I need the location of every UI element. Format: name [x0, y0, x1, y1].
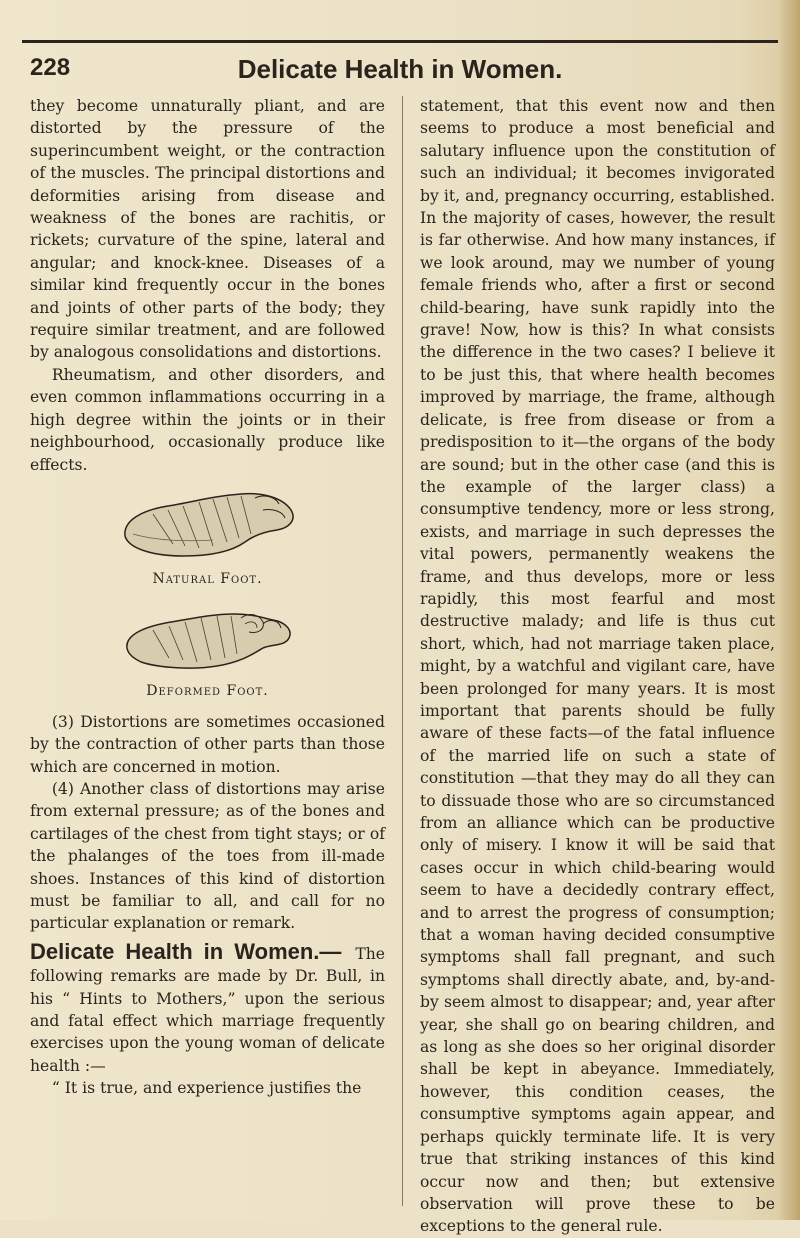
page-edge-shadow	[778, 0, 800, 1220]
paragraph-external-pressure: (4) Another class of distortions may arise from external pressure; as of the bones and cartilages of the chest from tight stays; or of the phalanges of the toes from ill-made shoes. Instances of this kind of distortion must be familiar to all, and call for no particular explanation or remark.	[30, 779, 385, 933]
page-header	[22, 50, 778, 86]
figure-caption-natural: Natural Foot.	[152, 570, 263, 587]
page-number: 228	[30, 54, 71, 81]
figure-natural-foot	[30, 484, 385, 590]
paragraph-contraction: (3) Distortions are sometimes occasioned by the contraction of other parts than those which are concerned in motion.	[30, 712, 385, 776]
right-column	[420, 95, 775, 1238]
running-title: Delicate Health in Women.	[237, 54, 563, 84]
quote-start: “ It is true, and experience justifies the	[51, 1079, 362, 1098]
natural-foot-illustration	[113, 484, 303, 566]
section-delicate-health	[30, 938, 385, 1077]
header-rule	[22, 40, 778, 43]
section-body: The following remarks are made by Dr. Bull, in his “ Hints to Mothers,” upon the serious and fatal effect which marriage frequently exercises upon the young woman of delicate health :—	[30, 944, 385, 1075]
left-column	[30, 95, 385, 1100]
paragraph-rheumatism: Rheumatism, and other disorders, and even common inflammations occurring in a high degree within the joints or in their neighbourhood, occasionally produce like effects.	[30, 365, 385, 474]
deformed-foot-illustration	[113, 598, 303, 678]
column-divider	[402, 96, 403, 1206]
paragraph-distortions: they become unnaturally pliant, and are distorted by the pressure of the superincumbent weight, or the contraction of the muscles. The principal distortions and deformities arising from disease and weakness of the bones are rachitis, or rickets; curvature of the spine, lateral and angular; and knock-knee. Diseases of a similar kind frequently occur in the bones and joints of other parts of the body; they require similar treatment, and are followed by analogous consolidations and distortions.	[30, 97, 385, 362]
section-heading: Delicate Health in Women.—	[30, 938, 342, 964]
figure-deformed-foot	[30, 598, 385, 702]
paragraph-quote-continued: statement, that this event now and then seems to produce a most beneficial and salutary influence upon the constitution of such an individual; it becomes invigorated by it, and, pregnancy occurring, established. In the majority of cases, however, the result is far otherwise. And how many instances, if we look around, may we number of young female friends who, after a first or second child-bearing, have sunk rapidly into the grave! Now, how is this? In what consists the difference in the two cases? I believe it to be just this, that where health becomes improved by marriage, the frame, although delicate, is free from disease or from a predisposition to it—the organs of the body are sound; but in the other case (and this is the example of the larger class) a consumptive tendency, more or less strong, exists, and marriage in such depresses the vital powers, permanently weakens the frame, and thus develops, more or less rapidly, this most fearful and most destructive malady; and life is thus cut short, which, had not marriage taken place, might, by a watchful and vigilant care, have been prolonged for many years. It is most important that parents should be fully aware of these facts—of the fatal influence of the married life on such a state of constitution —that they may do all they can to dissuade those who are so circumstanced from an alliance which can be productive only of misery. I know it will be said that cases occur in which child-bearing would seem to have a decidedly contrary effect, and to arrest the progress of consumption; that a woman having decided consumptive symptoms shall fall pregnant, and such symptoms shall directly abate, and, by-and-by seem almost to disappear; and, year after year, she shall go on bearing children, and as long as she does so her original disorder shall be kept in abeyance. Immediately, however, this condition ceases, the consumptive symptoms again appear, and perhaps quickly terminate life. It is very true that striking instances of this kind occur now and then; but extensive observation will prove these to be exceptions to the general rule.	[420, 97, 775, 1236]
figure-caption-deformed: Deformed Foot.	[146, 683, 269, 700]
